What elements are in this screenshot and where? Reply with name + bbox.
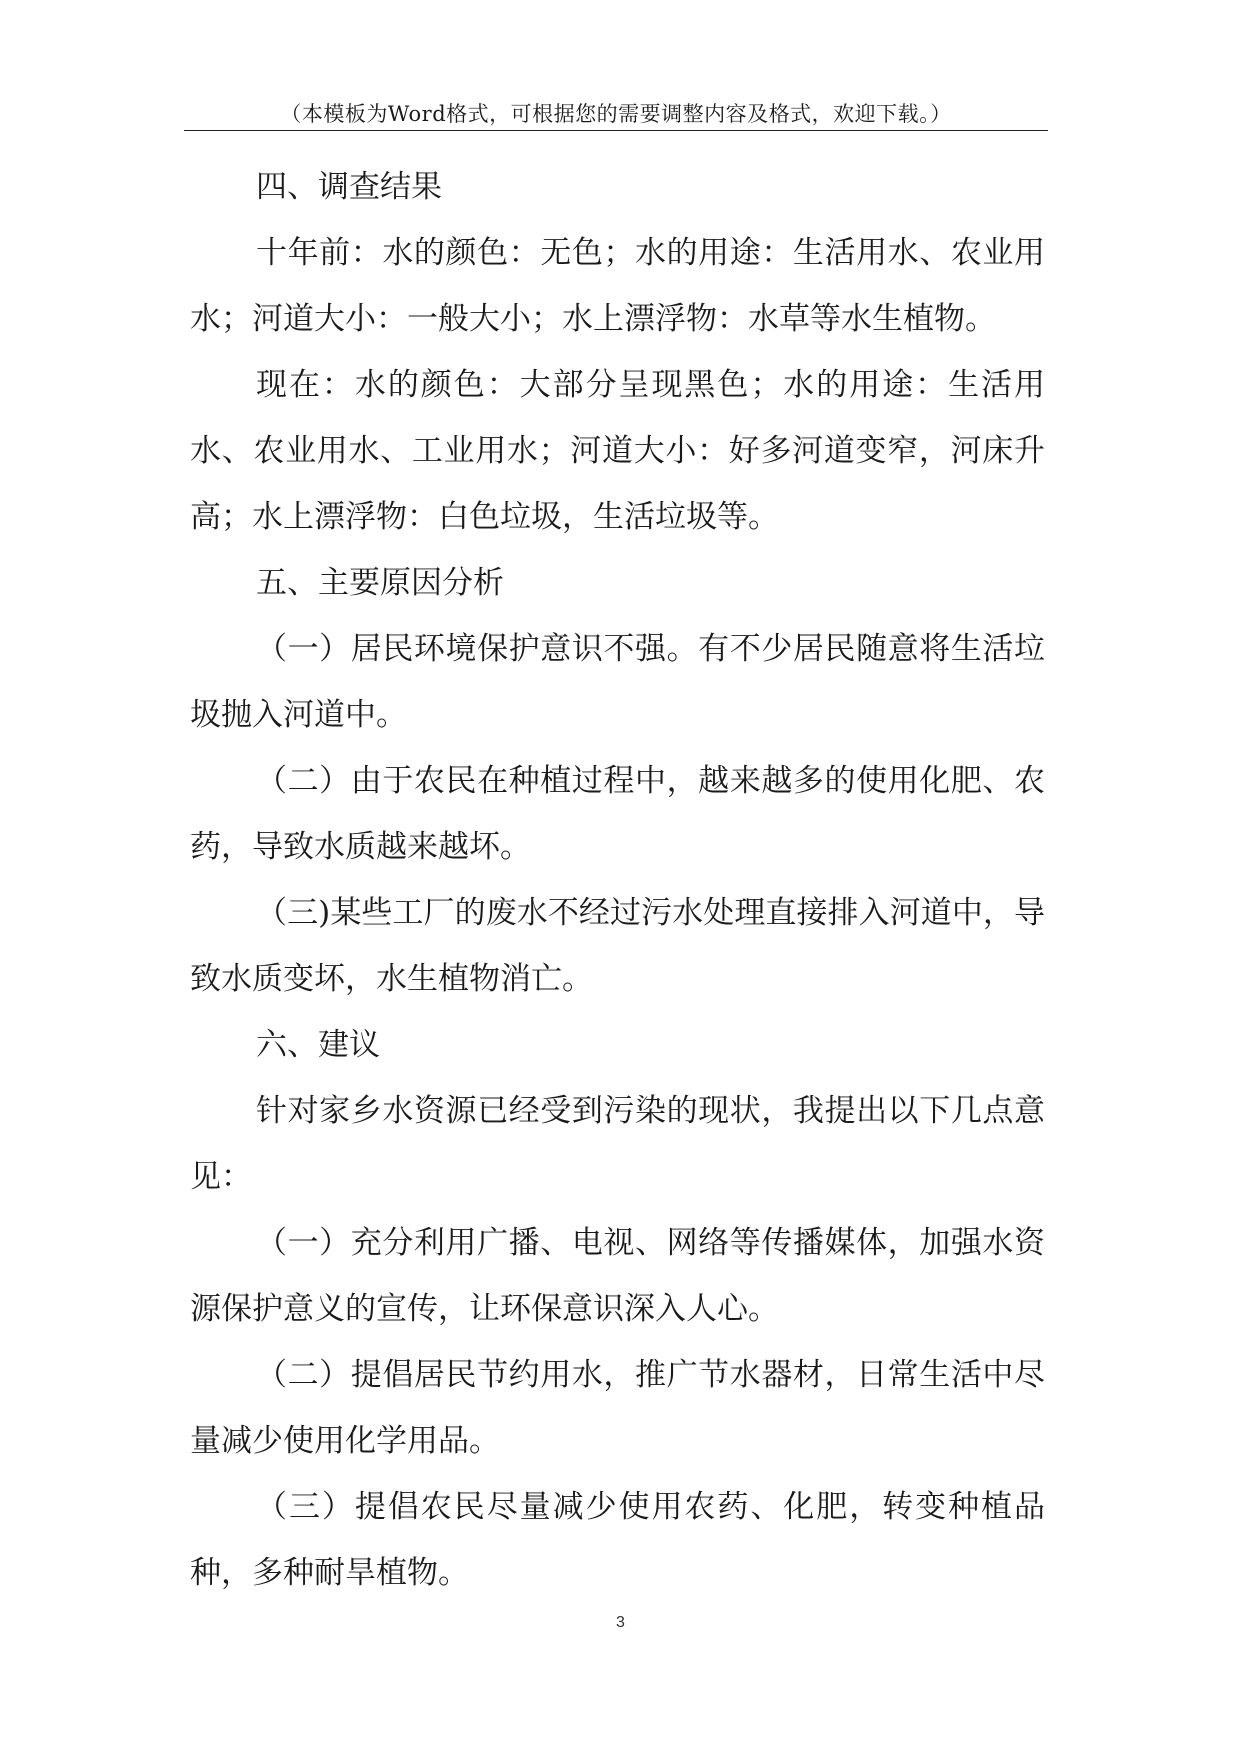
cause-item-2: （二）由于农民在种植过程中，越来越多的使用化肥、农药，导致水质越来越坏。 [190, 763, 1045, 865]
section-heading-causes: 五、主要原因分析 [256, 565, 504, 601]
cause-item-1: （一）居民环境保护意识不强。有不少居民随意将生活垃圾抛入河道中。 [190, 631, 1045, 733]
document-body [190, 154, 1045, 1606]
cause-item-3: （三)某些工厂的废水不经过污水处理直接排入河道中，导致水质变坏，水生植物消亡。 [190, 895, 1045, 997]
suggestion-item-3: （三）提倡农民尽量减少使用农药、化肥，转变种植品种，多种耐旱植物。 [190, 1489, 1045, 1591]
section-heading-results: 四、调查结果 [256, 169, 442, 205]
page-number: 3 [616, 1614, 625, 1631]
suggestion-item-1: （一）充分利用广播、电视、网络等传播媒体，加强水资源保护意义的宣传，让环保意识深入人心。 [190, 1225, 1045, 1327]
section-heading-suggestions: 六、建议 [256, 1027, 380, 1063]
template-notice: （本模板为Word格式，可根据您的需要调整内容及格式，欢迎下载。） [280, 102, 952, 126]
suggestion-item-2: （二）提倡居民节约用水，推广节水器材，日常生活中尽量减少使用化学用品。 [190, 1357, 1045, 1459]
paragraph-now: 现在：水的颜色：大部分呈现黑色；水的用途：生活用水、农业用水、工业用水；河道大小：好多河道变窄，河床升高；水上漂浮物：白色垃圾，生活垃圾等。 [190, 367, 1045, 535]
header-divider [184, 130, 1048, 131]
paragraph-ten-years-ago: 十年前：水的颜色：无色；水的用途：生活用水、农业用水；河道大小：一般大小；水上漂浮物：水草等水生植物。 [190, 235, 1045, 337]
suggestions-intro: 针对家乡水资源已经受到污染的现状，我提出以下几点意见： [190, 1093, 1045, 1195]
